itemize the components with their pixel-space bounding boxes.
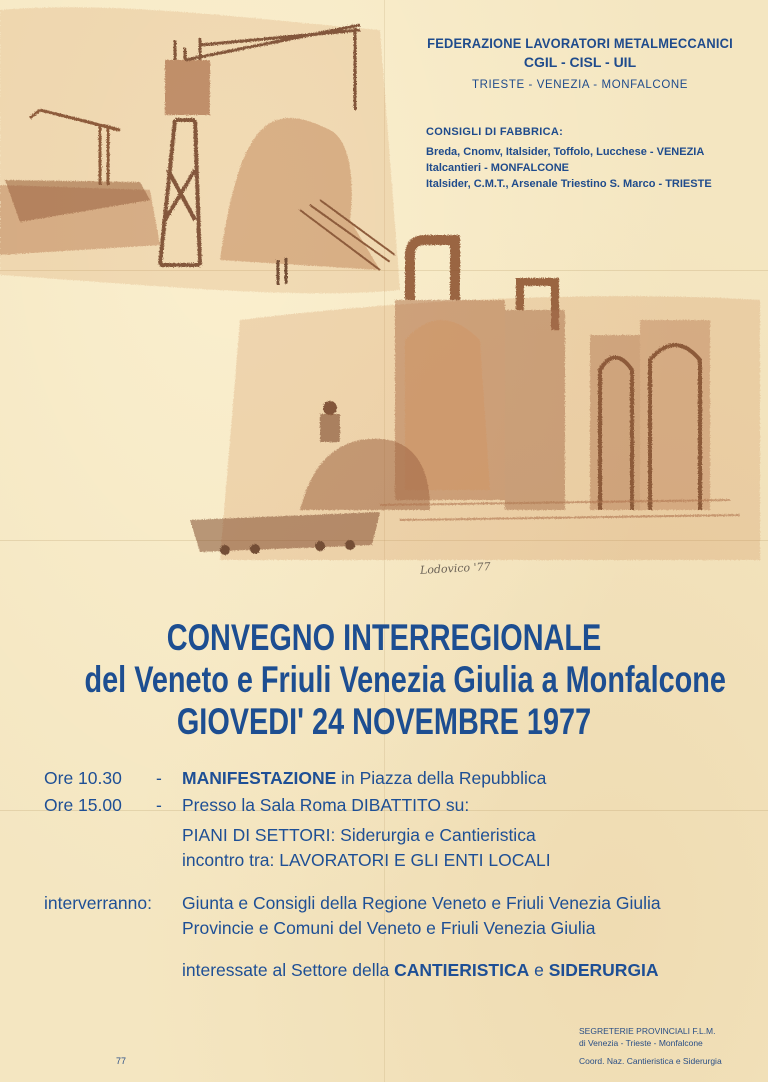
secretariat-line: Coord. Naz. Cantieristica e Siderurgia bbox=[579, 1056, 722, 1066]
program-time: Ore 10.30 bbox=[44, 768, 122, 788]
sector-strong: SIDERURGIA bbox=[548, 960, 659, 980]
sector-prefix: interessate al Settore della bbox=[182, 960, 395, 980]
secretariat-block bbox=[579, 1025, 764, 1067]
organization-block bbox=[410, 33, 750, 91]
headline-subtitle: del Veneto e Friuli Venezia Giulia a Monfalcone bbox=[84, 659, 726, 700]
program-event bbox=[182, 768, 546, 789]
program-dash: - bbox=[156, 795, 162, 815]
organization-unions: CGIL - CISL - UIL bbox=[523, 54, 637, 70]
headline-date: GIOVEDI' 24 NOVEMBRE 1977 bbox=[176, 701, 592, 742]
artist-signature: Lodovico '77 bbox=[419, 560, 491, 577]
headline bbox=[0, 617, 768, 743]
program-dash: - bbox=[156, 768, 162, 788]
program-time: Ore 15.00 bbox=[44, 795, 122, 815]
organization-title: FEDERAZIONE LAVORATORI METALMECCANICI bbox=[427, 35, 733, 51]
program-event: Presso la Sala Roma DIBATTITO su: bbox=[182, 795, 470, 815]
speakers-text: Giunta e Consigli della Regione Veneto e Friuli Venezia Giulia bbox=[182, 893, 661, 913]
sector-strong: CANTIERISTICA bbox=[394, 960, 530, 980]
speakers-text: Provincie e Comuni del Veneto e Friuli Venezia Giulia bbox=[182, 918, 596, 938]
program-topic: incontro tra: LAVORATORI E GLI ENTI LOCALI bbox=[182, 850, 551, 870]
program-topic: PIANI DI SETTORI: Siderurgia e Cantieristica bbox=[182, 825, 536, 845]
organization-cities: TRIESTE - VENEZIA - MONFALCONE bbox=[471, 79, 689, 91]
page-number: 77 bbox=[116, 1056, 127, 1066]
sector-mid: e bbox=[529, 960, 549, 980]
event-strong: MANIFESTAZIONE bbox=[182, 768, 337, 788]
sector-text bbox=[182, 960, 659, 981]
secretariat-line: SEGRETERIE PROVINCIALI F.L.M. bbox=[579, 1026, 716, 1036]
factory-councils-block bbox=[426, 124, 756, 192]
councils-line: Italcantieri - MONFALCONE bbox=[426, 162, 570, 174]
councils-line: Breda, Cnomv, Italsider, Toffolo, Lucchese - VENEZIA bbox=[426, 146, 705, 158]
headline-title: CONVEGNO INTERREGIONALE bbox=[166, 617, 602, 658]
councils-heading: CONSIGLI DI FABBRICA: bbox=[426, 126, 564, 138]
speakers-label: interverranno: bbox=[44, 893, 152, 913]
secretariat-line: di Venezia - Trieste - Monfalcone bbox=[579, 1038, 703, 1048]
councils-line: Italsider, C.M.T., Arsenale Triestino S. Marco - TRIESTE bbox=[426, 178, 712, 190]
event-rest: in Piazza della Repubblica bbox=[336, 768, 547, 788]
